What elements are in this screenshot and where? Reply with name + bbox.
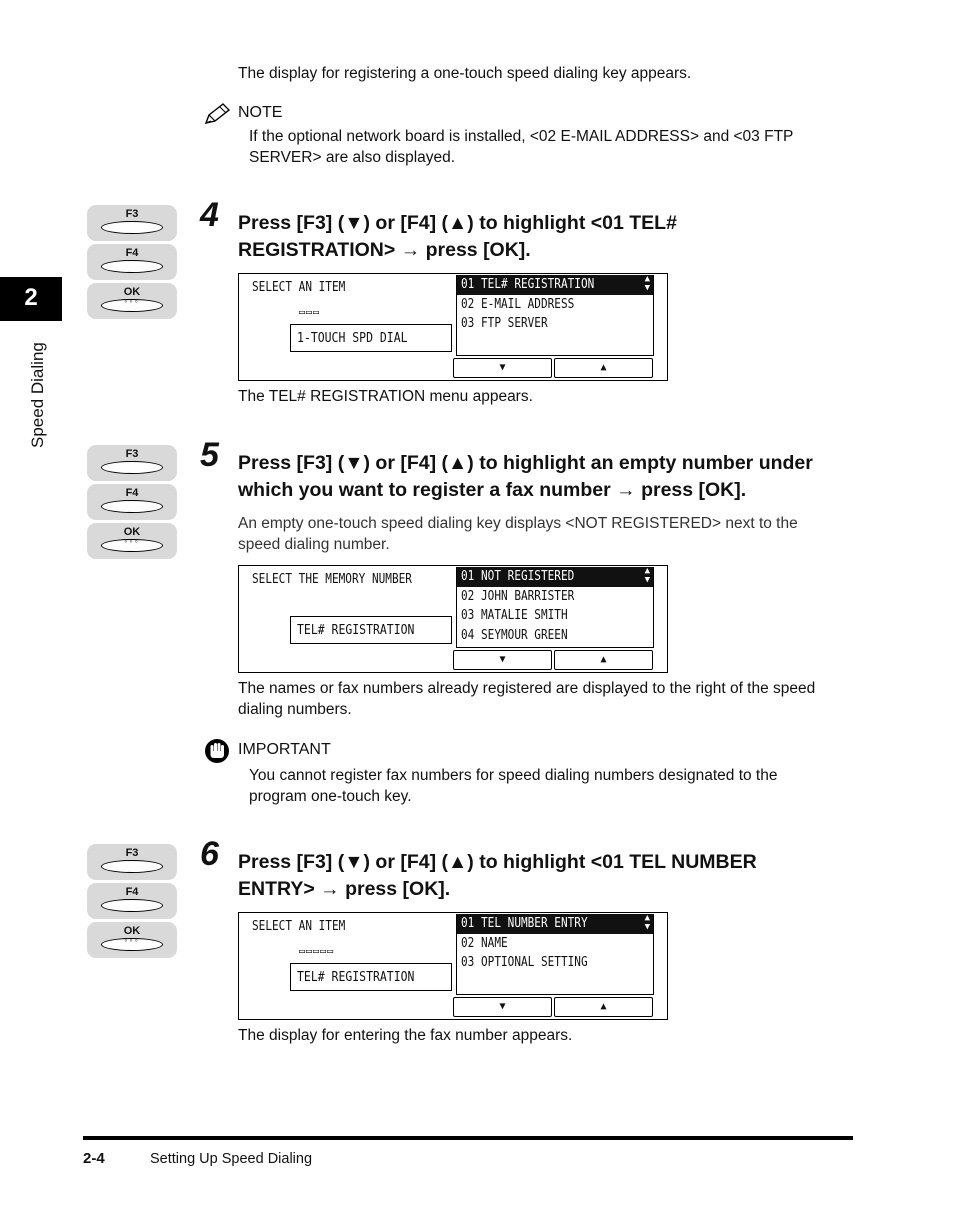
lcd-menu-item-selected: 01 TEL NUMBER ENTRY ▲ ▼ bbox=[457, 914, 653, 934]
lcd-input-boxes: ▭▭▭▭▭ bbox=[299, 946, 335, 957]
scroll-arrows-icon: ▲ ▼ bbox=[644, 566, 650, 585]
lcd-menu-item: 03 FTP SERVER bbox=[461, 315, 548, 331]
key-button-shape bbox=[101, 860, 163, 873]
f3-key-label: F3 bbox=[125, 208, 139, 220]
f3-key bbox=[87, 205, 177, 241]
ok-key bbox=[87, 523, 177, 559]
key-button-shape bbox=[101, 221, 163, 234]
hand-stop-icon bbox=[204, 738, 230, 769]
f4-key-label: F4 bbox=[125, 886, 139, 898]
ok-key-dots: ◦◦◦ bbox=[124, 935, 140, 945]
pencil-icon bbox=[203, 102, 233, 131]
step-6-title bbox=[238, 849, 858, 902]
f3-key-label: F3 bbox=[125, 847, 139, 859]
lcd-up-button: ▲ bbox=[554, 650, 653, 670]
ok-key-label: OK bbox=[123, 526, 141, 538]
step-5-title-line1: Press [F3] (▼) or [F4] (▲) to highlight an empty number under bbox=[238, 452, 813, 474]
lcd-menu-list bbox=[456, 914, 654, 995]
important-body: You cannot register fax numbers for speed dialing numbers designated to the program one-touch key. bbox=[249, 767, 778, 805]
lcd-menu-item: 03 MATALIE SMITH bbox=[461, 607, 568, 623]
lcd-sub-title: TEL# REGISTRATION bbox=[290, 963, 452, 991]
step-6-title-line1: Press [F3] (▼) or [F4] (▲) to highlight <01 TEL NUMBER bbox=[238, 851, 757, 873]
step-6-title-line2: ENTRY> → press [OK]. bbox=[238, 877, 451, 900]
step-6-caption: The display for entering the fax number appears. bbox=[238, 1027, 573, 1044]
step-4-caption: The TEL# REGISTRATION menu appears. bbox=[238, 388, 533, 405]
chapter-tab-rule bbox=[0, 319, 62, 321]
key-button-shape bbox=[101, 500, 163, 513]
note-label: NOTE bbox=[238, 104, 283, 121]
page-number: 2-4 bbox=[83, 1150, 105, 1167]
ok-key-label: OK bbox=[123, 925, 141, 937]
f3-key bbox=[87, 844, 177, 880]
f4-key bbox=[87, 244, 177, 280]
lcd-menu-item: 02 JOHN BARRISTER bbox=[461, 587, 575, 604]
intro-text: The display for registering a one-touch speed dialing key appears. bbox=[238, 65, 692, 82]
step-5-title bbox=[238, 450, 858, 503]
step-4-title-line1: Press [F3] (▼) or [F4] (▲) to highlight <01 TEL# bbox=[238, 212, 677, 234]
lcd-menu-item: 03 OPTIONAL SETTING bbox=[461, 954, 588, 970]
lcd-menu-item-selected: 01 NOT REGISTERED ▲ ▼ bbox=[457, 567, 653, 587]
step-6-number: 6 bbox=[200, 835, 219, 873]
lcd-menu-list bbox=[456, 275, 654, 356]
key-button-shape bbox=[101, 935, 163, 951]
lcd-screen-step6 bbox=[238, 912, 668, 1020]
lcd-menu-item: 02 E-MAIL ADDRESS bbox=[461, 295, 575, 312]
scroll-arrows-icon: ▲ ▼ bbox=[644, 274, 650, 293]
f4-key-label: F4 bbox=[125, 487, 139, 499]
f4-key bbox=[87, 484, 177, 520]
lcd-down-button: ▼ bbox=[453, 650, 552, 670]
lcd-up-button: ▲ bbox=[554, 997, 653, 1017]
lcd-header: SELECT THE MEMORY NUMBER bbox=[252, 571, 412, 587]
f3-key-label: F3 bbox=[125, 448, 139, 460]
lcd-menu-item-selected: 01 TEL# REGISTRATION ▲ ▼ bbox=[457, 275, 653, 295]
scroll-arrows-icon: ▲ ▼ bbox=[644, 913, 650, 932]
lcd-screen-step4 bbox=[238, 273, 668, 381]
chapter-tab: 2 bbox=[0, 277, 62, 319]
f4-key-label: F4 bbox=[125, 247, 139, 259]
key-button-shape bbox=[101, 296, 163, 312]
lcd-header: SELECT AN ITEM bbox=[252, 918, 346, 934]
chapter-side-title: Speed Dialing bbox=[28, 342, 47, 448]
lcd-header: SELECT AN ITEM bbox=[252, 279, 346, 295]
step-5-caption: The names or fax numbers already registered are displayed to the right of the speed dialing numbers. bbox=[238, 680, 816, 718]
lcd-down-button: ▼ bbox=[453, 358, 552, 378]
lcd-sub-title: 1-TOUCH SPD DIAL bbox=[290, 324, 452, 352]
lcd-input-boxes: ▭▭▭ bbox=[299, 307, 321, 318]
lcd-up-button: ▲ bbox=[554, 358, 653, 378]
key-button-shape bbox=[101, 899, 163, 912]
lcd-menu-item: 02 NAME bbox=[461, 934, 508, 951]
step-5-number: 5 bbox=[200, 436, 219, 474]
footer-rule bbox=[83, 1136, 853, 1140]
ok-key bbox=[87, 283, 177, 319]
step-4-title bbox=[238, 210, 858, 263]
lcd-screen-step5 bbox=[238, 565, 668, 673]
key-button-shape bbox=[101, 260, 163, 273]
step-5-title-line2: which you want to register a fax number → press [OK]. bbox=[238, 478, 747, 501]
lcd-sub-title: TEL# REGISTRATION bbox=[290, 616, 452, 644]
ok-key-dots: ◦◦◦ bbox=[124, 296, 140, 306]
running-footer-title: Setting Up Speed Dialing bbox=[150, 1151, 313, 1167]
step-4-title-line2: REGISTRATION> → press [OK]. bbox=[238, 238, 531, 261]
step-4-number: 4 bbox=[200, 196, 219, 234]
important-label: IMPORTANT bbox=[238, 741, 331, 758]
note-body: If the optional network board is installed, <02 E-MAIL ADDRESS> and <03 FTP SERVER> are also displayed. bbox=[249, 128, 794, 166]
step-5-description: An empty one-touch speed dialing key displays <NOT REGISTERED> next to the speed dialing number. bbox=[238, 515, 798, 553]
key-button-shape bbox=[101, 461, 163, 474]
f3-key bbox=[87, 445, 177, 481]
key-button-shape bbox=[101, 536, 163, 552]
lcd-menu-list bbox=[456, 567, 654, 648]
ok-key-label: OK bbox=[123, 286, 141, 298]
lcd-down-button: ▼ bbox=[453, 997, 552, 1017]
ok-key-dots: ◦◦◦ bbox=[124, 536, 140, 546]
f4-key bbox=[87, 883, 177, 919]
ok-key bbox=[87, 922, 177, 958]
lcd-menu-item: 04 SEYMOUR GREEN bbox=[461, 626, 568, 643]
